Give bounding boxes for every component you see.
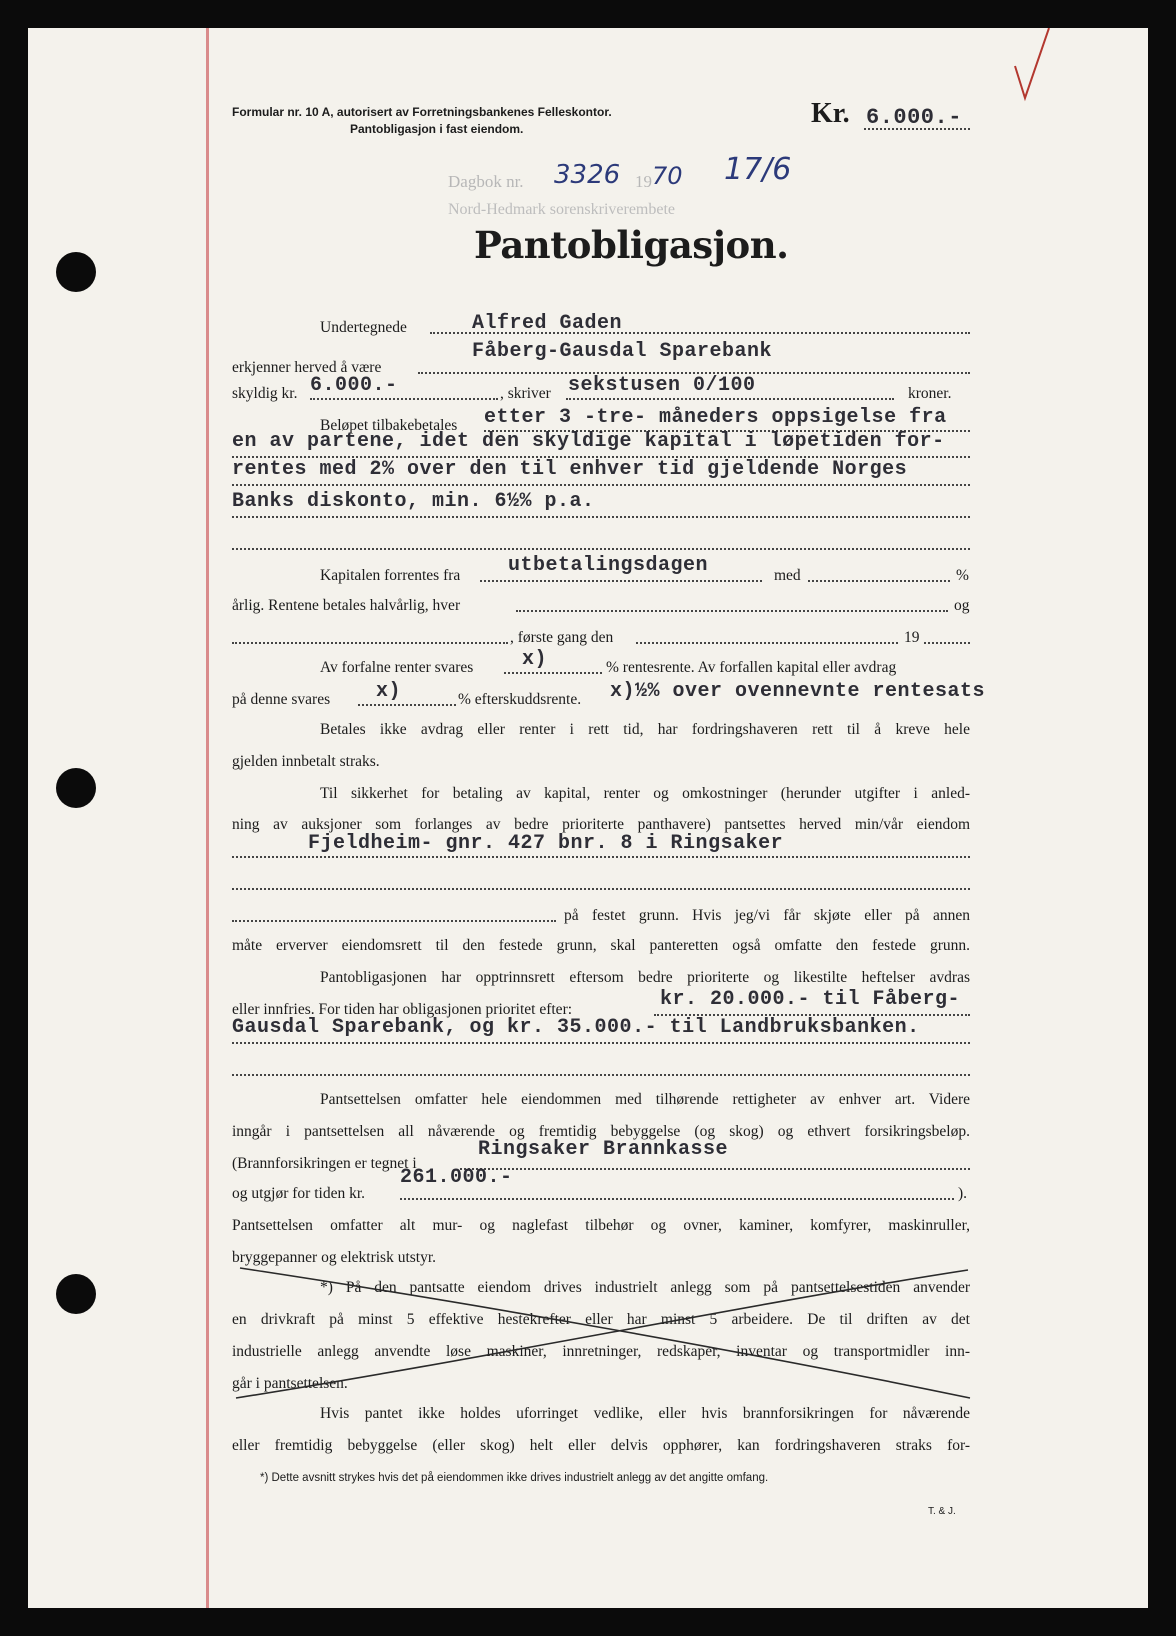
document-title: Pantobligasjon.	[474, 223, 789, 267]
kapitalen-line	[480, 580, 762, 582]
dagbok-label: Dagbok nr.	[448, 172, 524, 191]
med-label: med	[774, 567, 801, 584]
dagbok-year: 70	[652, 162, 683, 190]
percent-sign: %	[956, 567, 969, 584]
dagbok-date: 17/6	[724, 152, 792, 187]
brann-value: Ringsaker Brannkasse	[478, 1138, 729, 1161]
og-label: og	[954, 597, 970, 614]
skyldig-line	[310, 398, 498, 400]
erkjenner-value: Fåberg-Gausdal Sparebank	[472, 340, 773, 363]
undertegnede-value: Alfred Gaden	[472, 312, 623, 335]
prioritet-line-3	[232, 1074, 970, 1076]
eiendom-line-2	[232, 888, 970, 890]
skriver-line	[566, 398, 894, 400]
belopet-line-3: rentes med 2% over den til enhver tid gjeldende Norges	[232, 458, 908, 481]
industri-line-4: går i pantsettelsen.	[232, 1375, 348, 1392]
footnote: *) Dette avsnitt strykes hvis det på eiendommen ikke drives industrielt anlegg av det angitte omfang.	[260, 1472, 769, 1484]
med-line	[808, 580, 950, 582]
punch-hole-middle	[56, 768, 96, 808]
prioritet-value-1: kr. 20.000.- til Fåberg-	[660, 988, 961, 1011]
efterskudd-value: x)½% over ovennevnte rentesats	[610, 680, 986, 703]
opptrinn-line-1: Pantobligasjonen har opptrinnsrett eftersom bedre prioriterte og likestilte heftelser avdras	[320, 969, 970, 986]
paa-denne-value: x)	[376, 680, 402, 703]
prioritet-line-2	[232, 1042, 970, 1044]
pants-line-2: inngår i pantsettelsen all nåværende og fremtidig bebyggelse (og skog) og ethvert forsikringsbeløp.	[232, 1123, 970, 1140]
efterskudd-label: % efterskuddsrente.	[458, 691, 582, 708]
arlig-line	[516, 610, 948, 612]
kroner-label: kroner.	[908, 385, 952, 402]
belopet-underline-5	[232, 548, 970, 550]
tilbehor-line-2: bryggepanner og elektrisk utstyr.	[232, 1249, 437, 1266]
festet-line-2: måte erverver eiendomsrett til den festede grunn, skal panteretten også omfatte den festede grunn.	[232, 937, 970, 954]
forste-gang-line-1	[232, 642, 508, 644]
utgjor-value: 261.000.-	[400, 1166, 513, 1189]
amount-prefix: Kr.	[811, 98, 850, 129]
sikkerhet-line-1: Til sikkerhet for betaling av kapital, renter og omkostninger (herunder utgifter i anled-	[320, 785, 970, 802]
skriver-value: sekstusen 0/100	[568, 374, 756, 397]
eiendom-value: Fjeldheim- gnr. 427 bnr. 8 i Ringsaker	[308, 832, 784, 855]
erkjenner-label: erkjenner herved å være	[232, 359, 382, 376]
kapitalen-label: Kapitalen forrentes fra	[320, 567, 461, 584]
strike-through-cross	[228, 1264, 978, 1402]
utgjor-end: ).	[958, 1185, 968, 1202]
brann-label: (Brannforsikringen er tegnet i	[232, 1155, 417, 1172]
utgjor-line	[400, 1198, 954, 1200]
amount-value: 6.000.-	[866, 105, 962, 130]
undertegnede-label: Undertegnede	[320, 319, 407, 336]
belopet-underline-4	[232, 516, 970, 518]
industri-line-2: en drivkraft på minst 5 effektive hestekrefter eller har minst 5 arbeidere. De til driften av det	[232, 1311, 970, 1328]
formular-line-2: Pantobligasjon i fast eiendom.	[350, 122, 524, 136]
industri-line-3: industrielle anlegg anvendte løse maskiner, innretninger, redskaper, inventar og transportmidler inn-	[232, 1343, 970, 1360]
paa-denne-label: på denne svares	[232, 691, 331, 708]
av-forfalne-value: x)	[522, 648, 548, 671]
punch-hole-top	[56, 252, 96, 292]
skyldig-label: skyldig kr.	[232, 385, 298, 402]
skyldig-value: 6.000.-	[310, 374, 398, 397]
skriver-label: , skriver	[500, 385, 551, 402]
belopet-underline-3	[232, 484, 970, 486]
amount-underline	[864, 128, 970, 130]
year-line	[924, 642, 970, 644]
formular-line-1: Formular nr. 10 A, autorisert av Forretningsbankenes Felleskontor.	[232, 105, 612, 119]
forste-gang-line-2	[636, 642, 898, 644]
belopet-line-4: Banks diskonto, min. 6½% p.a.	[232, 490, 595, 513]
betales-line-1: Betales ikke avdrag eller renter i rett tid, har fordringshaveren rett til å kreve hele	[320, 721, 970, 738]
year-prefix: 19	[904, 629, 920, 646]
punch-hole-bottom	[56, 1274, 96, 1314]
prioritet-value-2: Gausdal Sparebank, og kr. 35.000.- til Landbruksbanken.	[232, 1016, 920, 1039]
hvis-line-2: eller fremtidig bebyggelse (eller skog) helt eller delvis opphører, kan fordringshaveren straks for-	[232, 1437, 970, 1454]
eiendom-line-1	[232, 856, 970, 858]
utgjor-label: og utgjør for tiden kr.	[232, 1185, 366, 1202]
belopet-label: Beløpet tilbakebetales	[320, 417, 458, 434]
brann-line	[460, 1168, 970, 1170]
check-mark-icon	[1013, 28, 1053, 108]
stamp-office: Nord-Hedmark sorenskriverembete	[448, 201, 676, 218]
document-page: Formular nr. 10 A, autorisert av Forretningsbankenes Felleskontor. Pantobligasjon i fast eiendom. Kr. 6.000.- Dagbok nr. 3326 19 70 17/6 Nord-Hedmark sorenskriverembete Pantobligasjon. Undertegnede Alfred Gaden erkjenner herved å være Fåberg-Gausdal Sparebank skyldig kr. 6.000.- , skriver sekstusen 0/100 kroner. Beløpet tilbakebetales etter 3 -tre- måneders oppsigelse fra en av partene, idet den skyldige kapital i løpetiden for- rentes med 2% over den til enhver tid gjeldende Norges Banks diskonto, min. 6½% p.a. Kapitalen forrentes fra utbetalingsdagen med % årlig. Rentene betales halvårlig, hver og , første gang den 19 Av forfalne renter svares x) % rentesrente. Av forfallen kapital eller avdrag på denne svares x) % efterskuddsrente. x)½% over ovennevnte rentesats Betales ikke avdrag eller renter i rett tid, har fordringshaveren rett til å kreve hele gjelden innbetalt straks. Til sikkerhet for betaling av kapital, renter og omkostninger (herunder utgifter i anled- ning av auksjoner som forlanges av bedre prioriterte panthavere) pantsettes herved min/vår eiendom Fjeldheim- gnr. 427 bnr. 8 i Ringsaker på festet grunn. Hvis jeg/vi får skjøte eller på annen måte erverver eiendomsrett til den festede grunn, skal panteretten også omfatte den festede grunn. Pantobligasjonen har opptrinnsrett eftersom bedre prioriterte og likestilte heftelser avdras eller innfries. For tiden har obligasjonen prioritet efter: kr. 20.000.- til Fåberg- Gausdal Sparebank, og kr. 35.000.- til Landbruksbanken. Pantsettelsen omfatter hele eiendommen med tilhørende rettigheter av enhver art. Videre inngår i pantsettelsen all nåværende og fremtidig bebyggelse (og skog) og ethvert forsikringsbeløp. (Brannforsikringen er tegnet i Ringsaker Brannkasse og utgjør for tiden kr. 261.000.- ). Pantsettelsen omfatter alt mur- og naglefast tilbehør og ovner, kaminer, komfyrer, maskinruller, bryggepanner og elektrisk utstyr. *) På den pantsatte eiendom drives industrielt anlegg som på pantsettelsestiden anvender en drivkraft på minst 5 effektive hestekrefter eller har minst 5 arbeidere. De til driften av det industrielle anlegg anvendte løse maskiner, innretninger, redskaper, inventar og transportmidler inn- går i pantsettelsen. Hvis pantet ikke holdes uforringet vedlike, eller hvis brannforsikringen for nåværende eller fremtidig bebyggelse (eller skog) helt eller delvis opphører, kan fordringshaveren straks for- *) Dette avsnitt strykes hvis det på eiendommen ikke drives industrielt anlegg av det angitte omfang. T. & J.	[28, 28, 1148, 1608]
printer-mark: T. & J.	[928, 1506, 956, 1517]
margin-line	[206, 28, 209, 1608]
festet-line-1: på festet grunn. Hvis jeg/vi får skjøte eller på annen	[564, 907, 970, 924]
av-forfalne-label: Av forfalne renter svares	[320, 659, 474, 676]
dagbok-number: 3326	[554, 160, 621, 190]
tilbehor-line-1: Pantsettelsen omfatter alt mur- og naglefast tilbehør og ovner, kaminer, komfyrer, maskinruller,	[232, 1217, 970, 1234]
eiendom-line-3	[232, 920, 556, 922]
betales-line-2: gjelden innbetalt straks.	[232, 753, 380, 770]
forste-gang-label: , første gang den	[510, 629, 614, 646]
rentesrente-text: % rentesrente. Av forfallen kapital eller avdrag	[606, 659, 897, 676]
paa-denne-line	[358, 704, 456, 706]
arlig-label: årlig. Rentene betales halvårlig, hver	[232, 597, 461, 614]
av-forfalne-line	[504, 672, 602, 674]
opptrinn-line-2: eller innfries. For tiden har obligasjonen prioritet efter:	[232, 1001, 573, 1018]
belopet-line-2: en av partene, idet den skyldige kapital i løpetiden for-	[232, 430, 945, 453]
industri-line-1: *) På den pantsatte eiendom drives industrielt anlegg som på pantsettelsestiden anvender	[320, 1279, 970, 1296]
hvis-line-1: Hvis pantet ikke holdes uforringet vedlike, eller hvis brannforsikringen for nåværende	[320, 1405, 970, 1422]
kapitalen-value: utbetalingsdagen	[508, 554, 709, 577]
belopet-line-1: etter 3 -tre- måneders oppsigelse fra	[484, 406, 947, 429]
sikkerhet-line-2: ning av auksjoner som forlanges av bedre prioriterte panthavere) pantsettes herved min/vår eiendom	[232, 816, 970, 833]
pants-line-1: Pantsettelsen omfatter hele eiendommen med tilhørende rettigheter av enhver art. Videre	[320, 1091, 970, 1108]
